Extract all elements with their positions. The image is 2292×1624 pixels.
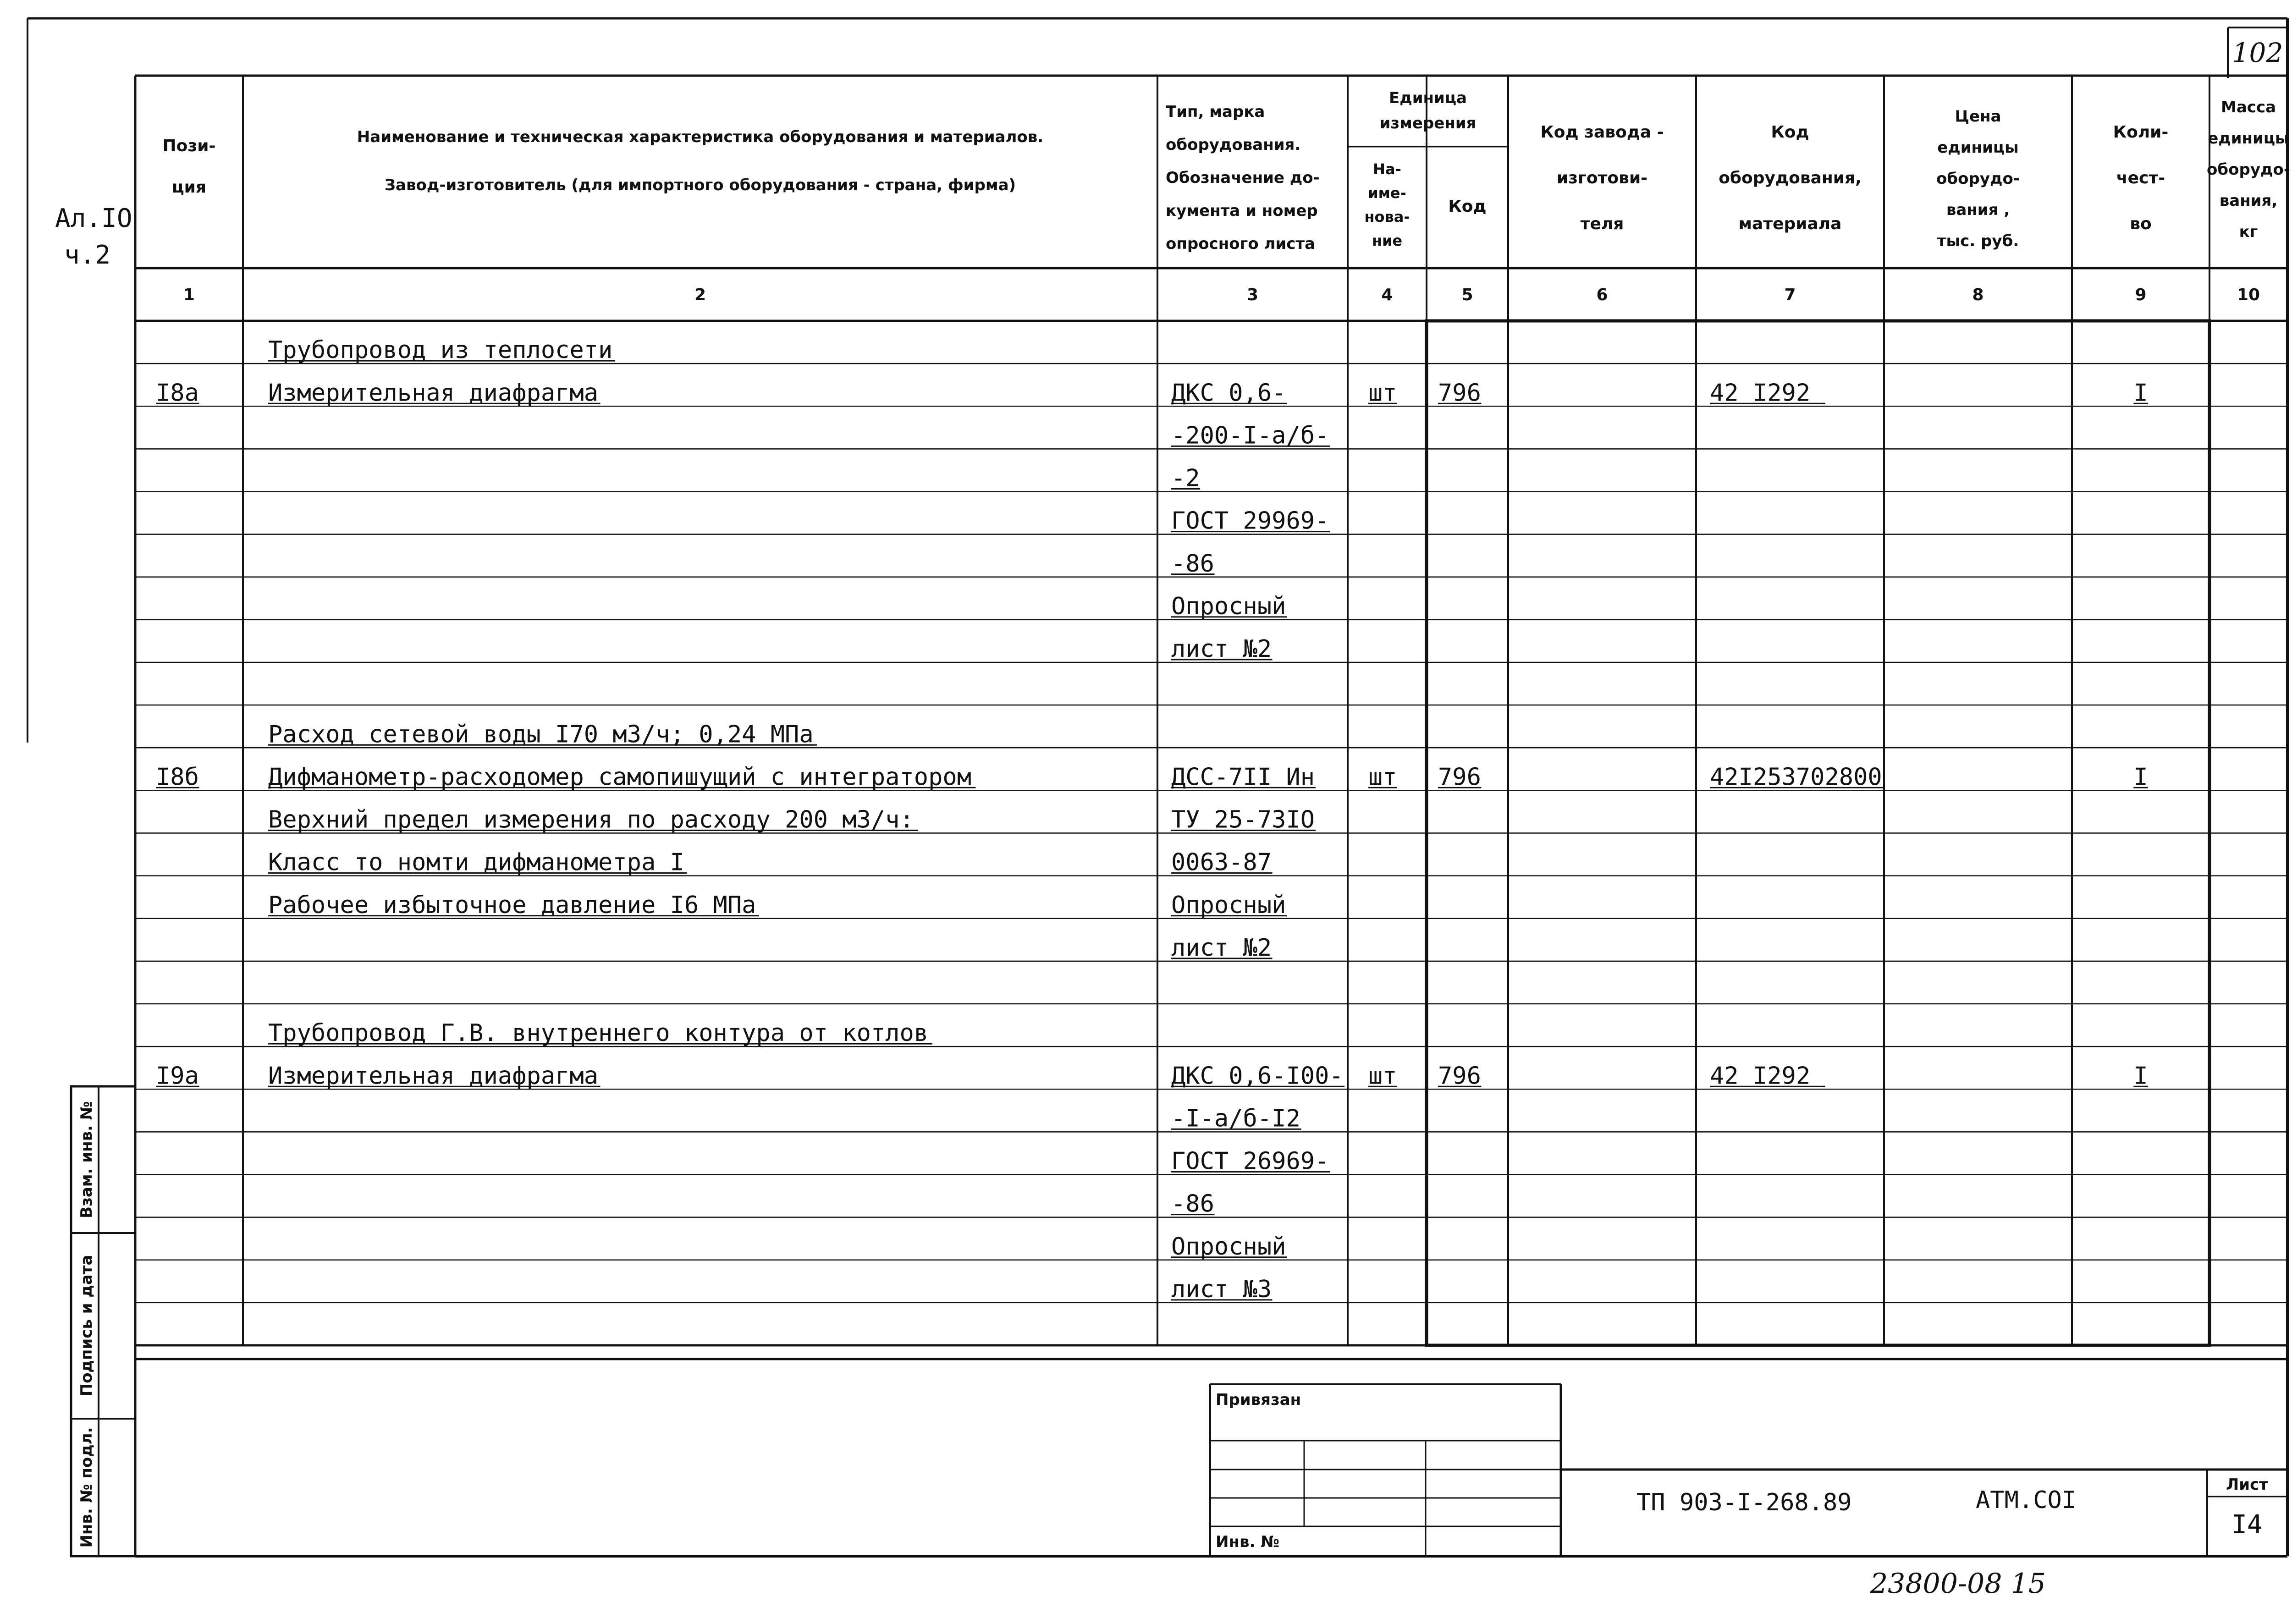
cell-c1: I8б xyxy=(156,763,199,791)
header-name: Наименование и техническая характеристика оборудования и материалов. xyxy=(357,128,1044,146)
header-maker-code: изготови- xyxy=(1556,169,1648,187)
cell-c1: I9a xyxy=(156,1062,199,1090)
header-unit-name: ние xyxy=(1372,232,1403,249)
header-equipment-code: оборудования, xyxy=(1719,169,1862,187)
column-number: 6 xyxy=(1596,286,1608,304)
archive-number: 23800-08 15 xyxy=(1870,1568,2046,1600)
header-position: ция xyxy=(171,178,207,197)
cell-c7: 42 I292 xyxy=(1710,1062,1811,1090)
header-quantity: Коли- xyxy=(2113,123,2169,142)
sheet-value: I4 xyxy=(2231,1510,2263,1540)
column-number: 10 xyxy=(2237,286,2260,304)
cell-c3: ГОСТ 26969- xyxy=(1171,1147,1329,1175)
cell-c3: лист №2 xyxy=(1171,934,1272,962)
header-price: единицы xyxy=(1937,138,2019,157)
cell-c2: Трубопровод Г.В. внутреннего контура от котлов xyxy=(268,1019,929,1047)
header-type: Обозначение до- xyxy=(1166,169,1320,187)
table-header xyxy=(163,89,2290,304)
column-number: 8 xyxy=(1972,286,1984,304)
cell-c3: лист №2 xyxy=(1171,635,1272,663)
cell-c3: лист №3 xyxy=(1171,1275,1272,1303)
cell-c1: I8a xyxy=(156,379,199,407)
header-unit: измерения xyxy=(1379,114,1477,132)
header-type: опросного листа xyxy=(1166,235,1316,253)
header-type: кумента и номер xyxy=(1166,202,1318,220)
header-maker-code: теля xyxy=(1580,215,1624,233)
header-mass: оборудо- xyxy=(2207,160,2290,179)
cell-c3: ГОСТ 29969- xyxy=(1171,507,1329,535)
header-type: оборудования. xyxy=(1166,136,1301,154)
cell-c3: Опросный xyxy=(1171,891,1286,919)
table-body xyxy=(156,336,2148,1303)
header-mass: кг xyxy=(2239,223,2258,241)
column-number: 4 xyxy=(1381,286,1393,304)
cell-c2: Рабочее избыточное давление I6 МПа xyxy=(268,891,756,919)
header-unit: Единица xyxy=(1389,89,1467,107)
column-number: 7 xyxy=(1784,286,1796,304)
cell-c3: Опросный xyxy=(1171,592,1286,620)
header-position: Пози- xyxy=(162,137,216,155)
cell-c3: Опросный xyxy=(1171,1233,1286,1261)
stamp-replace-inv: Взам. инв. № xyxy=(77,1101,96,1218)
title-block xyxy=(135,1359,2287,1556)
cell-c2: Измерительная диафрагма xyxy=(268,1062,599,1090)
header-quantity: чест- xyxy=(2116,169,2165,187)
header-price: тыс. руб. xyxy=(1937,232,2019,250)
header-equipment-code: Код xyxy=(1771,123,1809,142)
cell-c7: 42 I292 xyxy=(1710,379,1811,407)
corner-sheet-box xyxy=(2228,28,2287,78)
stamp-signature-date: Подпись и дата xyxy=(77,1255,96,1397)
header-unit-code: Код xyxy=(1448,197,1487,216)
part-label: ч.2 xyxy=(64,240,111,270)
column-number: 2 xyxy=(694,286,706,304)
header-unit-name: нова- xyxy=(1364,208,1410,226)
cell-c5: 796 xyxy=(1438,1062,1481,1090)
cell-c2: Трубопровод из теплосети xyxy=(268,336,613,364)
header-unit-name: На- xyxy=(1373,160,1401,178)
cell-c4: шт xyxy=(1368,763,1397,791)
cell-c3: ДКС 0,6- xyxy=(1171,379,1286,407)
attached-label: Привязан xyxy=(1216,1391,1301,1409)
sheet-label: Лист xyxy=(2226,1475,2268,1494)
cell-c2: Дифманометр-расходомер самопишущий с интегратором xyxy=(268,763,972,791)
column-number: 5 xyxy=(1461,286,1473,304)
cell-c3: ДКС 0,6-I00- xyxy=(1171,1062,1344,1090)
document-code: АТМ.COI xyxy=(1976,1486,2077,1514)
cell-c2: Класс то номти дифманометра I xyxy=(268,848,684,876)
header-type: Тип, марка xyxy=(1166,103,1265,121)
header-quantity: во xyxy=(2130,215,2152,233)
header-price: вания , xyxy=(1946,201,2010,219)
header-mass: вания, xyxy=(2219,192,2278,210)
cell-c3: -I-а/б-I2 xyxy=(1171,1105,1300,1133)
cell-c5: 796 xyxy=(1438,379,1481,407)
header-mass: Масса xyxy=(2220,98,2276,116)
column-number: 3 xyxy=(1246,286,1259,304)
cell-c3: 0063-87 xyxy=(1171,848,1272,876)
cell-c3: -2 xyxy=(1171,464,1200,492)
cell-c5: 796 xyxy=(1438,763,1481,791)
header-manufacturer: Завод-изготовитель (для импортного оборудования - страна, фирма) xyxy=(384,176,1016,194)
inv-label: Инв. № xyxy=(1216,1533,1280,1551)
cell-c3: -200-I-а/б- xyxy=(1171,422,1329,450)
stamp-inv-orig: Инв. № подл. xyxy=(77,1427,96,1548)
project-designation: ТП 903-I-268.89 xyxy=(1636,1489,1852,1516)
header-maker-code: Код завода - xyxy=(1540,123,1664,142)
header-price: оборудо- xyxy=(1936,170,2020,188)
cell-c2: Верхний предел измерения по расходу 200 м3/ч: xyxy=(268,806,914,834)
header-price: Цена xyxy=(1955,107,2001,126)
cell-c9: I xyxy=(2133,1062,2148,1090)
corner-sheet-number: 102 xyxy=(2232,37,2283,68)
cell-c4: шт xyxy=(1368,379,1397,407)
cell-c3: -86 xyxy=(1171,1190,1214,1218)
album-label: Ал.IO xyxy=(55,204,132,233)
column-number: 1 xyxy=(183,286,195,304)
header-mass: единицы xyxy=(2208,129,2289,148)
cell-c2: Измерительная диафрагма xyxy=(268,379,599,407)
cell-c3: -86 xyxy=(1171,550,1214,578)
cell-c9: I xyxy=(2133,379,2148,407)
cell-c3: ДСС-7II Ин xyxy=(1171,763,1315,791)
left-stamp-strip xyxy=(71,1086,135,1556)
column-number: 9 xyxy=(2135,286,2147,304)
cell-c4: шт xyxy=(1368,1062,1397,1090)
cell-c3: ТУ 25-73IO xyxy=(1171,806,1315,834)
cell-c2: Расход сетевой воды I70 м3/ч; 0,24 МПа xyxy=(268,721,814,749)
cell-c9: I xyxy=(2133,763,2148,791)
header-equipment-code: материала xyxy=(1738,215,1842,233)
cell-c7: 42I253702800 xyxy=(1710,763,1882,791)
header-unit-name: име- xyxy=(1368,184,1406,202)
